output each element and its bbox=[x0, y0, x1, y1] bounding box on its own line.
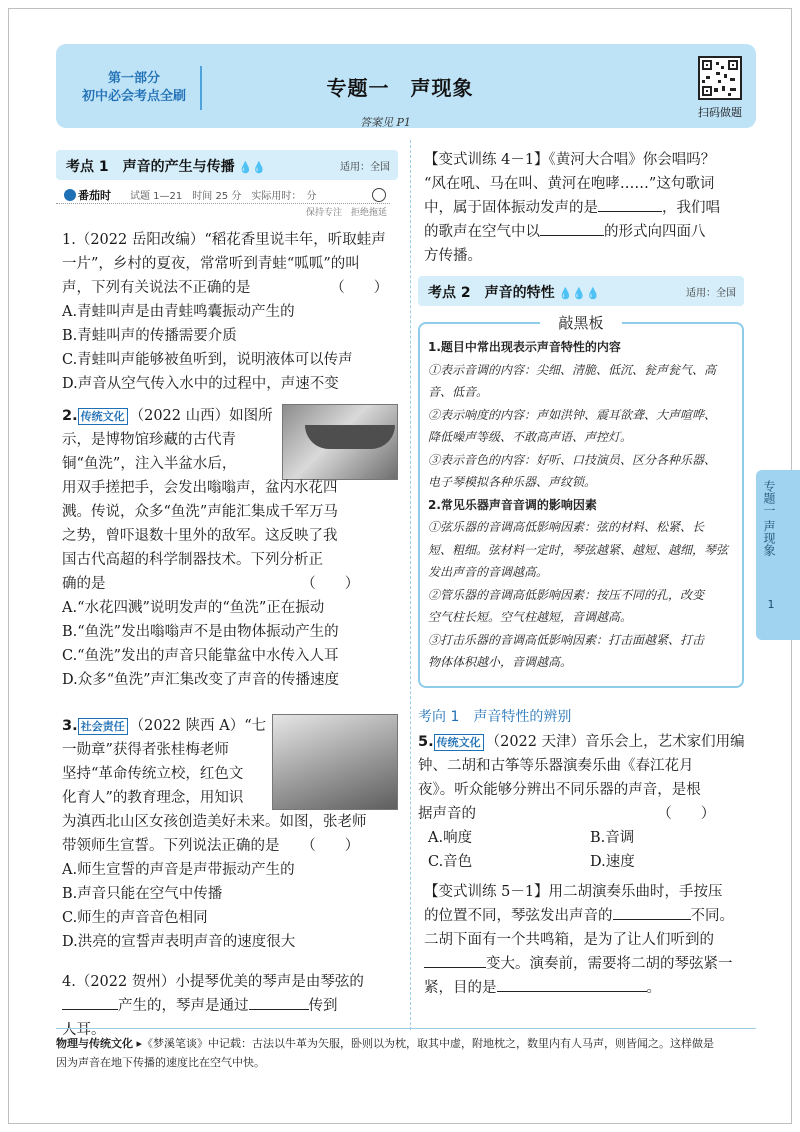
kp2-scope: 适用：全国 bbox=[686, 288, 736, 299]
v5-text: 变大。演奏前，需要将二胡的琴弦紧一 bbox=[486, 956, 733, 972]
v5-blank-2[interactable] bbox=[424, 952, 486, 968]
bb-line: 发出声音的音调越高。 bbox=[428, 565, 549, 579]
q3-option-d[interactable]: D.洪亮的宣誓声表明声音的速度很大 bbox=[62, 934, 296, 950]
question-4 bbox=[62, 970, 402, 1042]
question-5 bbox=[418, 730, 750, 874]
side-tab-text: 专题一 声现象 bbox=[762, 480, 776, 556]
difficulty-drops-icon: 💧💧💧 bbox=[558, 287, 600, 300]
topic-title: 专题一 声现象 bbox=[326, 76, 474, 100]
footer-heading: 物理与传统文化 bbox=[56, 1037, 133, 1050]
kp1-scope: 适用：全国 bbox=[340, 162, 390, 173]
q5-line: 据声音的 （ ） bbox=[418, 806, 716, 822]
q2-option-d[interactable]: D.众多“鱼洗”声汇集改变了声音的传播速度 bbox=[62, 672, 340, 688]
kp2-title: 考点 2 声音的特性 bbox=[428, 285, 555, 301]
v4-text: ，我们唱 bbox=[662, 200, 720, 216]
bb-line: 音、低音。 bbox=[428, 385, 489, 399]
column-divider bbox=[410, 140, 411, 1030]
v5-text: 不同。 bbox=[690, 908, 734, 924]
bb-line: ③打击乐器的音调高低影响因素：打击面越紧、打击 bbox=[428, 632, 705, 647]
q3-option-c[interactable]: C.师生的声音音色相同 bbox=[62, 910, 208, 926]
q3-line: （2022 陕西 A）“七 bbox=[129, 718, 267, 734]
v5-blank-1[interactable] bbox=[613, 904, 691, 920]
q3-tag: 社会责任 bbox=[78, 718, 128, 735]
q1-option-b[interactable]: B.青蛙叫声的传播需要介质 bbox=[62, 328, 237, 344]
bb-line: ②表示响度的内容：声如洪钟、震耳欲聋、大声喧哗、 bbox=[428, 407, 717, 422]
q3-option-a[interactable]: A.师生宣誓的声音是声带振动产生的 bbox=[62, 862, 295, 878]
bb-line: ②管乐器的音调高低影响因素：按压不同的孔，改变 bbox=[428, 587, 705, 602]
blackboard-title: 敲黑板 bbox=[540, 312, 622, 333]
q5-option-b[interactable]: B.音调 bbox=[590, 830, 635, 846]
difficulty-drops-icon: 💧💧 bbox=[238, 161, 267, 174]
q5-line: 夜》。听众能够分辨出不同乐器的声音，是根 bbox=[418, 782, 701, 798]
footer-divider bbox=[56, 1028, 756, 1029]
q5-tag: 传统文化 bbox=[434, 734, 484, 751]
knowledge-point-1-bar bbox=[56, 150, 398, 180]
q2-line: （2022 山西）如图所 bbox=[129, 408, 273, 424]
bb-line: ①弦乐器的音调高低影响因素：弦的材料、松紧、长 bbox=[428, 520, 705, 534]
q2-option-c[interactable]: C.“鱼洗”发出的声音只能靠盆中水传入人耳 bbox=[62, 648, 339, 664]
q2-line: 溅。传说，众多“鱼洗”声能汇集成千军万马 bbox=[62, 504, 338, 520]
q5-line: （2022 天津）音乐会上，艺术家们用编 bbox=[485, 734, 745, 750]
v4-text: 中，属于固体振动发声的是 bbox=[424, 200, 598, 216]
q3-line: 坚持“革命传统立校，红色文 bbox=[62, 766, 244, 782]
v4-blank-2[interactable] bbox=[540, 220, 604, 236]
q4-line: 4.（2022 贺州）小提琴优美的琴声是由琴弦的 bbox=[62, 974, 364, 990]
q4-text: 产生的，琴声是通过 bbox=[118, 998, 249, 1014]
timer-divider bbox=[56, 203, 390, 204]
q1-option-d[interactable]: D.声音从空气传入水中的过程中，声速不变 bbox=[62, 376, 339, 392]
v5-line: 【变式训练 5－1】用二胡演奏乐曲时，手按压 bbox=[424, 884, 723, 900]
q3-line: 为滇西北山区女孩创造美好未来。如图，张老师 bbox=[62, 814, 367, 830]
v4-line: 【变式训练 4－1】《黄河大合唱》你会唱吗？ bbox=[424, 152, 716, 168]
v4-line: “风在吼、马在叫、黄河在咆哮……”这句歌词 bbox=[424, 176, 715, 192]
tomato-icon bbox=[64, 189, 76, 201]
v4-line: 方传播。 bbox=[424, 248, 482, 264]
q3-line: 带领师生宣誓。下列说法正确的是 （ ） bbox=[62, 838, 360, 854]
q2-line: 之势，曾吓退数十里外的敌军。这反映了我 bbox=[62, 528, 338, 544]
question-3 bbox=[62, 714, 402, 954]
timer-label: 番茄时 bbox=[78, 189, 111, 202]
v4-text: 的形式向四面八 bbox=[604, 224, 706, 240]
timer-info: 试题 1—21 时间 25 分 实际用时： 分 bbox=[130, 191, 317, 202]
qr-code-icon[interactable] bbox=[698, 56, 742, 100]
bb-heading: 2.常见乐器声音音调的影响因素 bbox=[428, 497, 597, 512]
v5-blank-3[interactable] bbox=[497, 976, 647, 992]
q1-line: 一片”，乡村的夏夜，常常听到青蛙“呱呱”的叫 bbox=[62, 256, 360, 272]
bb-line: 降低噪声等级、不敢高声语、声控灯。 bbox=[428, 430, 633, 444]
question-1 bbox=[62, 228, 402, 396]
q2-line: 用双手搓把手，会发出嗡嗡声，盆内水花四 bbox=[62, 480, 338, 496]
bb-line: 物体体积越小，音调越高。 bbox=[428, 655, 573, 669]
q3-number: 3. bbox=[62, 718, 78, 734]
q4-line: 人耳。 bbox=[62, 1022, 106, 1038]
v5-line: 二胡下面有一个共鸣箱，是为了让人们听到的 bbox=[424, 932, 714, 948]
q4-text: 传到 bbox=[308, 998, 338, 1014]
v4-text: 的歌声在空气中以 bbox=[424, 224, 540, 240]
page-number: 1 bbox=[767, 598, 775, 611]
bb-line: ③表示音色的内容：好听、口技演员、区分各种乐器、 bbox=[428, 452, 717, 467]
footer-text: 因为声音在地下传播的速度比在空气中快。 bbox=[56, 1056, 265, 1069]
blackboard-content bbox=[428, 336, 740, 674]
q2-line: 确的是 （ ） bbox=[62, 576, 360, 592]
answer-reference: 答案见 P1 bbox=[360, 116, 411, 129]
part-line2: 初中必会考点全刷 bbox=[81, 89, 186, 104]
kp1-title: 考点 1 声音的产生与传播 bbox=[66, 159, 235, 175]
bb-line: ①表示音调的内容：尖细、清脆、低沉、瓮声瓮气、高 bbox=[428, 362, 717, 377]
q3-line: 化育人”的教育理念，用知识 bbox=[62, 790, 244, 806]
q2-tag: 传统文化 bbox=[78, 408, 128, 425]
q1-option-c[interactable]: C.青蛙叫声能够被鱼听到，说明液体可以传声 bbox=[62, 352, 353, 368]
q3-option-b[interactable]: B.声音只能在空气中传播 bbox=[62, 886, 223, 902]
q5-option-a[interactable]: A.响度 bbox=[428, 830, 473, 846]
bb-line: 短、粗细。弦材料一定时，琴弦越紧、越短、越细，琴弦 bbox=[428, 542, 729, 557]
q5-option-d[interactable]: D.速度 bbox=[590, 854, 635, 870]
q4-blank-2[interactable] bbox=[249, 994, 309, 1010]
bb-line: 空气柱长短。空气柱越短，音调越高。 bbox=[428, 610, 633, 624]
q5-option-c[interactable]: C.音色 bbox=[428, 854, 473, 870]
pomodoro-timer bbox=[56, 186, 396, 222]
bb-heading: 1.题目中常出现表示声音特性的内容 bbox=[428, 340, 621, 354]
q2-line: 示，是博物馆珍藏的古代青 bbox=[62, 432, 236, 448]
timer-motto: 保持专注 拒绝拖延 bbox=[306, 208, 388, 218]
q2-number: 2. bbox=[62, 408, 78, 424]
q4-blank-1[interactable] bbox=[62, 994, 118, 1010]
direction-1-title: 考向 1 声音特性的辨别 bbox=[418, 709, 572, 725]
q1-option-a[interactable]: A.青蛙叫声是由青蛙鸣囊振动产生的 bbox=[62, 304, 295, 320]
q2-option-b[interactable]: B.“鱼洗”发出嗡嗡声不是由物体振动产生的 bbox=[62, 624, 339, 640]
v4-blank-1[interactable] bbox=[598, 196, 662, 212]
v5-text: 。 bbox=[646, 980, 661, 996]
v5-text: 紧，目的是 bbox=[424, 980, 497, 996]
q5-line: 钟、二胡和古筝等乐器演奏乐曲《春江花月 bbox=[418, 758, 694, 774]
q1-line: 1.（2022 岳阳改编）“稻花香里说丰年，听取蛙声 bbox=[62, 232, 386, 248]
v5-text: 的位置不同，琴弦发出声音的 bbox=[424, 908, 613, 924]
variant-5-1 bbox=[424, 880, 754, 1000]
footer-note: 物理与传统文化 ▸《梦溪笔谈》中记载：古法以牛革为矢服，卧则以为枕，取其中虚，附地枕之，数里内有人马声，则皆闻之。这样做是 因为声音在地下传播的速度比在空气中快。 bbox=[56, 1034, 756, 1072]
qr-label: 扫码做题 bbox=[698, 106, 742, 119]
q2-option-a[interactable]: A.“水花四溅”说明发声的“鱼洗”正在振动 bbox=[62, 600, 325, 616]
knowledge-point-2-bar bbox=[418, 276, 744, 306]
bb-line: 电子琴模拟各种乐器、声纹锁。 bbox=[428, 475, 597, 489]
question-2 bbox=[62, 404, 402, 692]
part-label bbox=[64, 70, 204, 106]
variant-4-1 bbox=[424, 148, 754, 268]
header-divider bbox=[200, 66, 202, 110]
q2-line: 铜“鱼洗”，注入半盆水后， bbox=[62, 456, 237, 472]
footer-text: 《梦溪笔谈》中记载：古法以牛革为矢服，卧则以为枕，取其中虚，附地枕之，数里内有人马声，则皆闻之。这样做是 bbox=[142, 1037, 715, 1050]
q2-line: 国古代高超的科学制器技术。下列分析正 bbox=[62, 552, 323, 568]
part-line1: 第一部分 bbox=[107, 71, 160, 86]
q5-number: 5. bbox=[418, 734, 434, 750]
q3-line: 一勋章”获得者张桂梅老师 bbox=[62, 742, 229, 758]
clock-icon bbox=[372, 188, 386, 202]
q1-line: 声，下列有关说法不正确的是 （ ） bbox=[62, 280, 389, 296]
